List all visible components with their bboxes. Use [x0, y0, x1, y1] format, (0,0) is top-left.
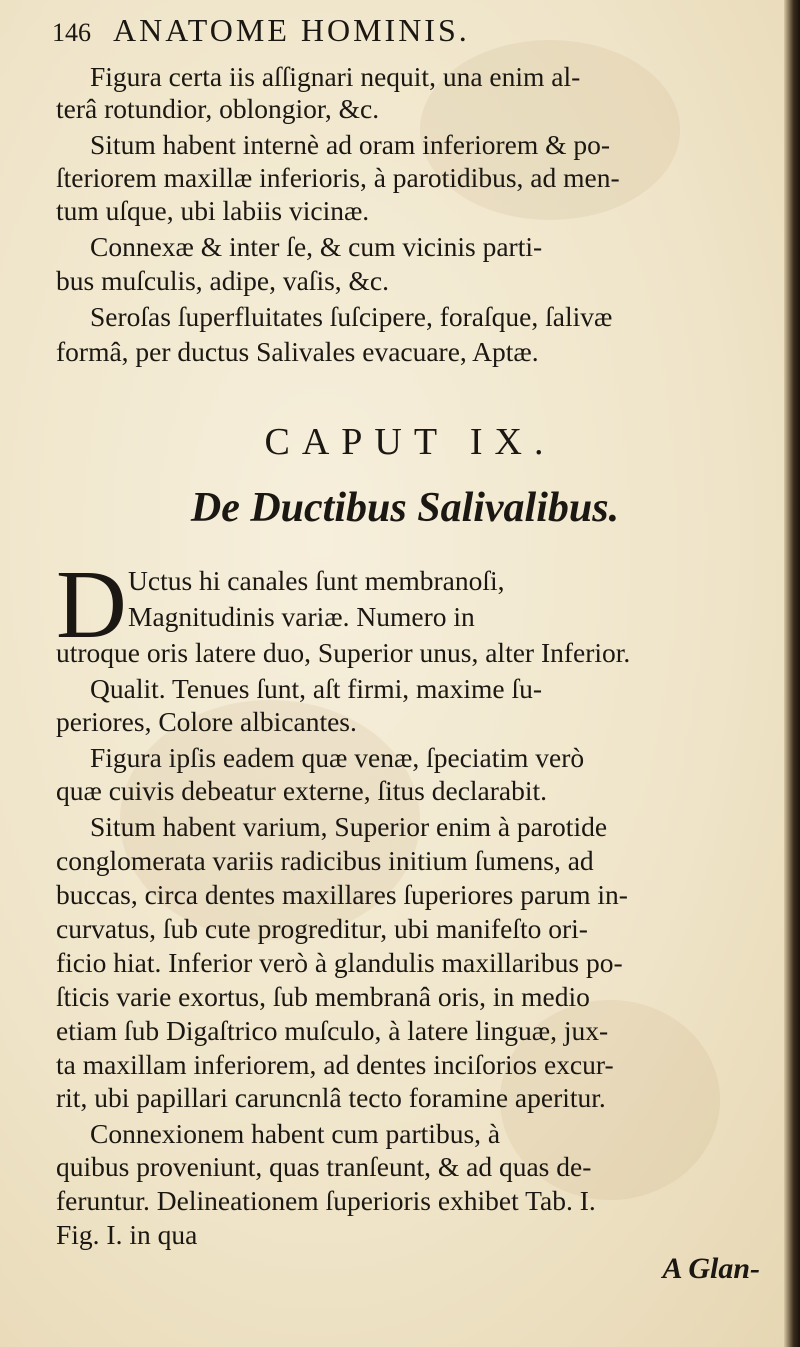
text-line: curvatus, ſub cute progreditur, ubi manifeſto ori- [56, 913, 588, 944]
text-line: ſteriorem maxillæ inferioris, à parotidibus, ad men- [56, 162, 620, 193]
page-header [52, 12, 470, 49]
text-line: Figura certa iis aſſignari nequit, una enim al- [90, 61, 581, 92]
text-line: quibus proveniunt, quas tranſeunt, & ad quas de- [56, 1151, 592, 1182]
text-line: Seroſas ſuperfluitates ſuſcipere, foraſque, ſalivæ [90, 301, 613, 332]
text-line: Magnitudinis variæ. Numero in [128, 601, 475, 632]
text-line: formâ, per ductus Salivales evacuare, Aptæ. [56, 336, 539, 367]
text-line: ficio hiat. Inferior verò à glandulis maxillaribus po- [56, 947, 623, 978]
chapter-heading: CAPUT IX. [264, 421, 556, 463]
text-line: ta maxillam inferiorem, ad dentes inciſorios excur- [56, 1049, 614, 1080]
text-line: rit, ubi papillari caruncnlâ tecto foramine aperitur. [56, 1082, 606, 1113]
text-line: tum uſque, ubi labiis vicinæ. [56, 195, 370, 226]
text-line: Qualit. Tenues ſunt, aſt firmi, maxime ſu- [90, 673, 542, 704]
text-line: etiam ſub Digaſtrico muſculo, à latere linguæ, jux- [56, 1015, 609, 1046]
text-line: terâ rotundior, oblongior, &c. [56, 93, 380, 124]
catchword: A Glan- [662, 1252, 760, 1285]
text-line: conglomerata variis radicibus initium ſumens, ad [56, 845, 594, 876]
text-line: Fig. I. in qua [56, 1219, 198, 1250]
text-line: ſticis varie exortus, ſub membranâ oris, in medio [56, 981, 590, 1012]
text-line: utroque oris latere duo, Superior unus, alter Inferior. [56, 637, 631, 668]
text-line: Connexionem habent cum partibus, à [90, 1118, 501, 1149]
text-line: Situm habent internè ad oram inferiorem & po- [90, 129, 611, 160]
text-line: Figura ipſis eadem quæ venæ, ſpeciatim verò [90, 742, 585, 773]
text-line: buccas, circa dentes maxillares ſuperiores parum in- [56, 879, 628, 910]
text-line: Connexæ & inter ſe, & cum vicinis parti- [90, 231, 543, 262]
text-line: quæ cuivis debeatur externe, ſitus declarabit. [56, 775, 548, 806]
running-title: ANATOME HOMINIS. [113, 12, 470, 48]
text-line: Uctus hi canales ſunt membranoſi, [128, 565, 505, 596]
page-number: 146 [52, 18, 91, 47]
chapter-subheading: De Ductibus Salivalibus. [190, 485, 620, 531]
text-line: feruntur. Delineationem ſuperioris exhibet Tab. I. [56, 1185, 596, 1216]
drop-cap: D [56, 551, 127, 659]
text-line: bus muſculis, adipe, vaſis, &c. [56, 265, 390, 296]
text-line: Situm habent varium, Superior enim à parotide [90, 811, 608, 842]
text-line: periores, Colore albicantes. [56, 706, 357, 737]
